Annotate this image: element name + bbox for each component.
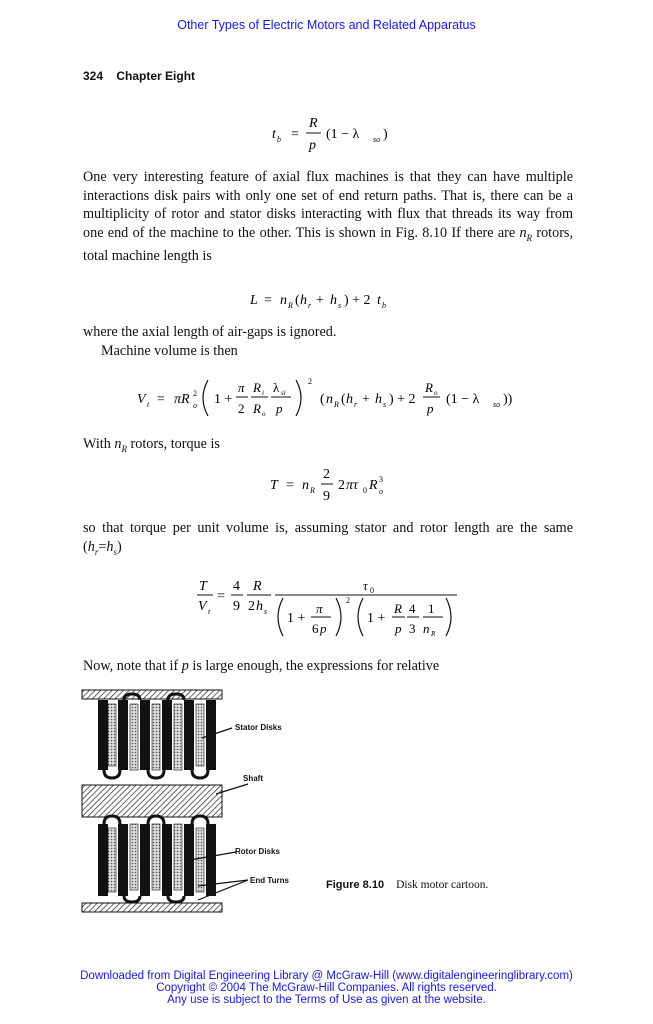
svg-text:p: p (320, 621, 327, 636)
svg-text:V: V (198, 599, 207, 614)
svg-text:R: R (431, 630, 436, 638)
svg-text:0: 0 (370, 586, 374, 595)
svg-text:p: p (276, 401, 283, 416)
svg-text:πR: πR (174, 392, 190, 407)
svg-text:6: 6 (312, 621, 319, 636)
svg-text:R: R (253, 401, 261, 416)
svg-text:t: t (377, 293, 381, 308)
svg-text:p: p (395, 621, 402, 636)
page-header (83, 69, 195, 83)
running-header: Other Types of Electric Motors and Related Apparatus (177, 18, 476, 32)
paragraph-relative: Now, note that if p is large enough, the expressions for relative (83, 658, 440, 674)
svg-text:2: 2 (193, 389, 197, 398)
equation-torque (262, 462, 412, 513)
svg-text:o: o (379, 487, 383, 496)
svg-text:si: si (281, 389, 286, 397)
svg-text:π: π (238, 380, 245, 395)
svg-text:R: R (310, 486, 315, 495)
svg-text:1 +: 1 + (214, 392, 233, 407)
svg-text:R: R (425, 380, 433, 395)
svg-text:=: = (286, 478, 294, 493)
svg-text:R: R (253, 579, 262, 594)
figure-caption (326, 875, 488, 893)
paragraph-intro: One very interesting feature of axial flux machines is that they can have multiple interactions disk pairs with only one set of end return paths. That is, there can be a multiplicity of rotor and stator disks interacting with flux that threads its way from one end of the machine to the other. This is shown in Fig. 8.10 If there are $n_R$ rotors, total machine length is (83, 169, 573, 265)
svg-text:πτ: πτ (346, 478, 359, 493)
svg-text:=: = (264, 293, 272, 308)
svg-text:2: 2 (238, 401, 245, 416)
svg-text:)): )) (503, 392, 513, 407)
svg-text:1 +: 1 + (367, 611, 386, 626)
svg-text:2: 2 (338, 478, 345, 493)
equation-torque-per-volume (195, 572, 465, 649)
equation-volume (130, 370, 530, 431)
svg-text:o: o (434, 389, 438, 397)
svg-text:2: 2 (308, 377, 312, 386)
svg-text:n: n (326, 392, 333, 407)
svg-text:t: t (208, 607, 211, 616)
label-stator-disks: Stator Disks (235, 723, 282, 732)
svg-text:1 +: 1 + (287, 611, 306, 626)
svg-text:R: R (288, 301, 293, 310)
svg-text:p: p (309, 138, 316, 153)
svg-text:R: R (394, 601, 402, 616)
label-shaft: Shaft (243, 774, 263, 783)
paragraph-torque-volume: so that torque per unit volume is, assuming stator and rotor length are the same $(h_r=h_s)$ (83, 520, 573, 557)
svg-text:h: h (300, 293, 307, 308)
footer-terms-line[interactable]: Any use is subject to the Terms of Use as given at the website. (167, 994, 486, 1006)
svg-text:=: = (291, 127, 299, 142)
svg-text:3: 3 (379, 475, 383, 484)
svg-text:9: 9 (323, 489, 330, 504)
svg-text:λ: λ (273, 380, 280, 395)
svg-text:(: ( (320, 392, 325, 407)
svg-text:n: n (280, 293, 287, 308)
equation-length (240, 286, 440, 317)
svg-text:9: 9 (233, 599, 240, 614)
footer-copyright-line: Copyright © 2004 The McGraw-Hill Companies. All rights reserved. (156, 982, 497, 994)
svg-text:4: 4 (233, 579, 240, 594)
label-end-turns: End Turns (250, 876, 289, 885)
svg-text:=: = (217, 589, 225, 604)
svg-text:τ: τ (363, 578, 368, 593)
svg-text:h: h (375, 392, 382, 407)
svg-text:3: 3 (409, 621, 416, 636)
svg-text:n: n (302, 478, 309, 493)
svg-text:p: p (427, 401, 434, 416)
shaft (82, 785, 222, 817)
svg-text:2: 2 (248, 599, 255, 614)
svg-text:+: + (316, 293, 324, 308)
svg-text:h: h (256, 599, 263, 614)
page-number: 324 (83, 69, 104, 83)
svg-text:t: t (272, 127, 276, 142)
svg-text:so: so (493, 400, 501, 409)
paragraph-volume: Machine volume is then (101, 343, 238, 359)
svg-text:): ) (383, 127, 388, 142)
svg-text:t: t (147, 400, 150, 409)
svg-text:r: r (308, 301, 312, 310)
svg-text:4: 4 (409, 601, 416, 616)
svg-text:(: ( (295, 293, 300, 308)
figure-disk-motor (80, 688, 540, 918)
svg-text:2: 2 (346, 596, 350, 605)
svg-text:b: b (277, 135, 281, 144)
svg-text:b: b (382, 301, 386, 310)
chapter-title: Chapter Eight (116, 69, 196, 83)
svg-text:R: R (253, 380, 261, 395)
svg-text:(: ( (341, 392, 346, 407)
svg-text:o: o (262, 410, 266, 418)
paragraph-airgap: where the axial length of air-gaps is ignored. (83, 324, 337, 340)
svg-text:h: h (346, 392, 353, 407)
figure-caption-text: Disk motor cartoon. (396, 879, 489, 891)
svg-text:s: s (383, 400, 387, 409)
svg-text:) + 2: ) + 2 (344, 293, 371, 308)
label-rotor-disks: Rotor Disks (235, 847, 280, 856)
svg-text:h: h (330, 293, 337, 308)
svg-text:L: L (250, 293, 258, 308)
svg-text:R: R (309, 116, 318, 131)
svg-text:) + 2: ) + 2 (389, 392, 416, 407)
svg-text:=: = (157, 392, 165, 407)
svg-text:R: R (334, 400, 339, 409)
svg-text:T: T (199, 579, 207, 594)
svg-text:π: π (316, 601, 323, 616)
svg-text:0: 0 (363, 486, 367, 495)
svg-text:o: o (193, 401, 197, 410)
svg-text:s: s (338, 301, 342, 310)
svg-text:(1 − λ: (1 − λ (326, 127, 360, 142)
paragraph-torque: With $n_R$ rotors, torque is (83, 436, 220, 454)
figure-caption-label: Figure 8.10 (326, 879, 385, 891)
svg-text:r: r (354, 400, 358, 409)
upper-disk-stack (98, 694, 216, 778)
svg-text:2: 2 (323, 467, 330, 482)
svg-text:1: 1 (428, 601, 435, 616)
svg-text:(1 − λ: (1 − λ (446, 392, 480, 407)
svg-text:T: T (270, 478, 278, 493)
svg-text:V: V (137, 392, 146, 407)
svg-text:n: n (423, 621, 430, 636)
svg-text:+: + (362, 392, 370, 407)
svg-text:s: s (264, 607, 268, 616)
equation-tb (260, 112, 420, 163)
svg-text:R: R (369, 478, 378, 493)
footer-download-line[interactable]: Downloaded from Digital Engineering Library @ McGraw-Hill (www.digitalengineeringlibrary.com) (80, 970, 573, 982)
svg-text:i: i (262, 389, 264, 397)
svg-text:so: so (373, 135, 381, 144)
